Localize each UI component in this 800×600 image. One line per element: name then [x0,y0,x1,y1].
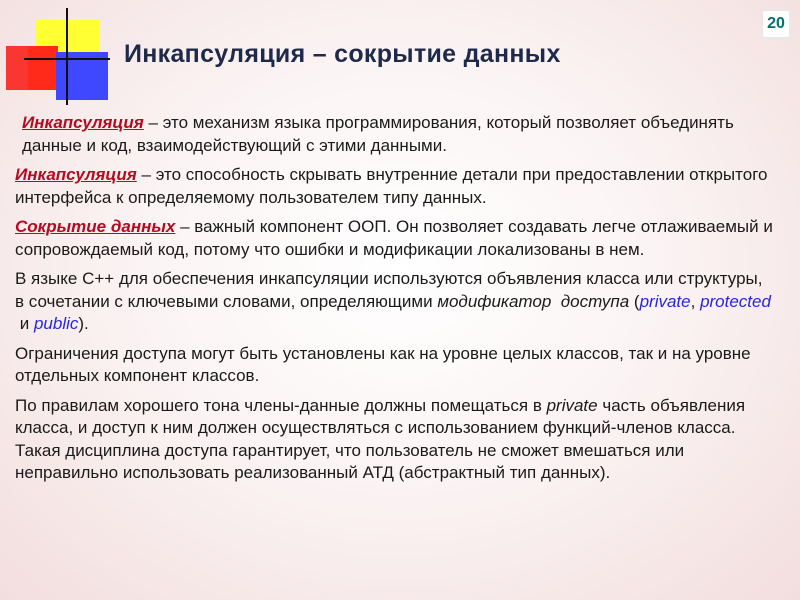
paragraph-data-hiding [15,216,775,261]
separator: и [15,314,34,333]
keyword-private: private [546,395,598,415]
paragraph-good-practice [15,395,775,485]
paragraph-text: – это способность скрывать внутренние детали при предоставлении открытого интерфейса к определяемому пользователем типу данных. [15,165,768,207]
keyword-protected: protected [700,291,771,311]
paragraph-text: В языке C++ для обеспечения инкапсуляции используются объявления класса или структуры, в сочетании с ключевыми словами, определяющими [15,269,763,311]
paren-open: ( [629,291,640,311]
paragraph-definition-1 [15,112,775,157]
access-modifier-phrase: модификатор доступа [437,291,630,311]
paragraph-text: – важный компонент ООП. Он позволяет создавать легче отлаживаемый и сопровождаемый код, потому что ошибки и модификации локализованы в нем. [15,217,773,259]
slide-content [15,112,775,492]
paragraph-cpp-access [15,268,775,336]
logo-vertical-line [66,8,68,105]
slide-title: Инкапсуляция – сокрытие данных [124,40,561,68]
term-encapsulation: Инкапсуляция [15,165,137,184]
paragraph-text: По правилам хорошего тона члены-данные должны помещаться в [15,395,547,415]
paragraph-text: часть объявления класса, и доступ к ним должен осуществляться с использованием функций-членов класса. Такая дисциплина доступа гарантирует, что пользователь не сможет вмешаться или неправильно использовать реализованный АТД (абстрактный тип данных). [15,395,746,482]
term-encapsulation: Инкапсуляция [22,113,144,132]
keyword-public: public [33,314,79,333]
paragraph-definition-2 [15,164,775,209]
paragraph-text: Ограничения доступа могут быть установлены как на уровне целых классов, так и на уровне отдельных компонент классов. [15,343,751,385]
logo-squares-icon [0,0,110,105]
paragraph-access-levels [15,343,775,388]
logo-red-square [6,46,58,90]
term-data-hiding: Сокрытие данных [15,217,176,236]
paragraph-text: – это механизм языка программирования, который позволяет объединять данные и код, взаимодействующий с этими данными. [22,113,734,155]
logo-horizontal-line [24,58,110,60]
separator: , [690,291,701,311]
page-number-badge: 20 [761,9,791,39]
paren-close: ). [78,314,89,333]
keyword-private: private [639,291,691,311]
